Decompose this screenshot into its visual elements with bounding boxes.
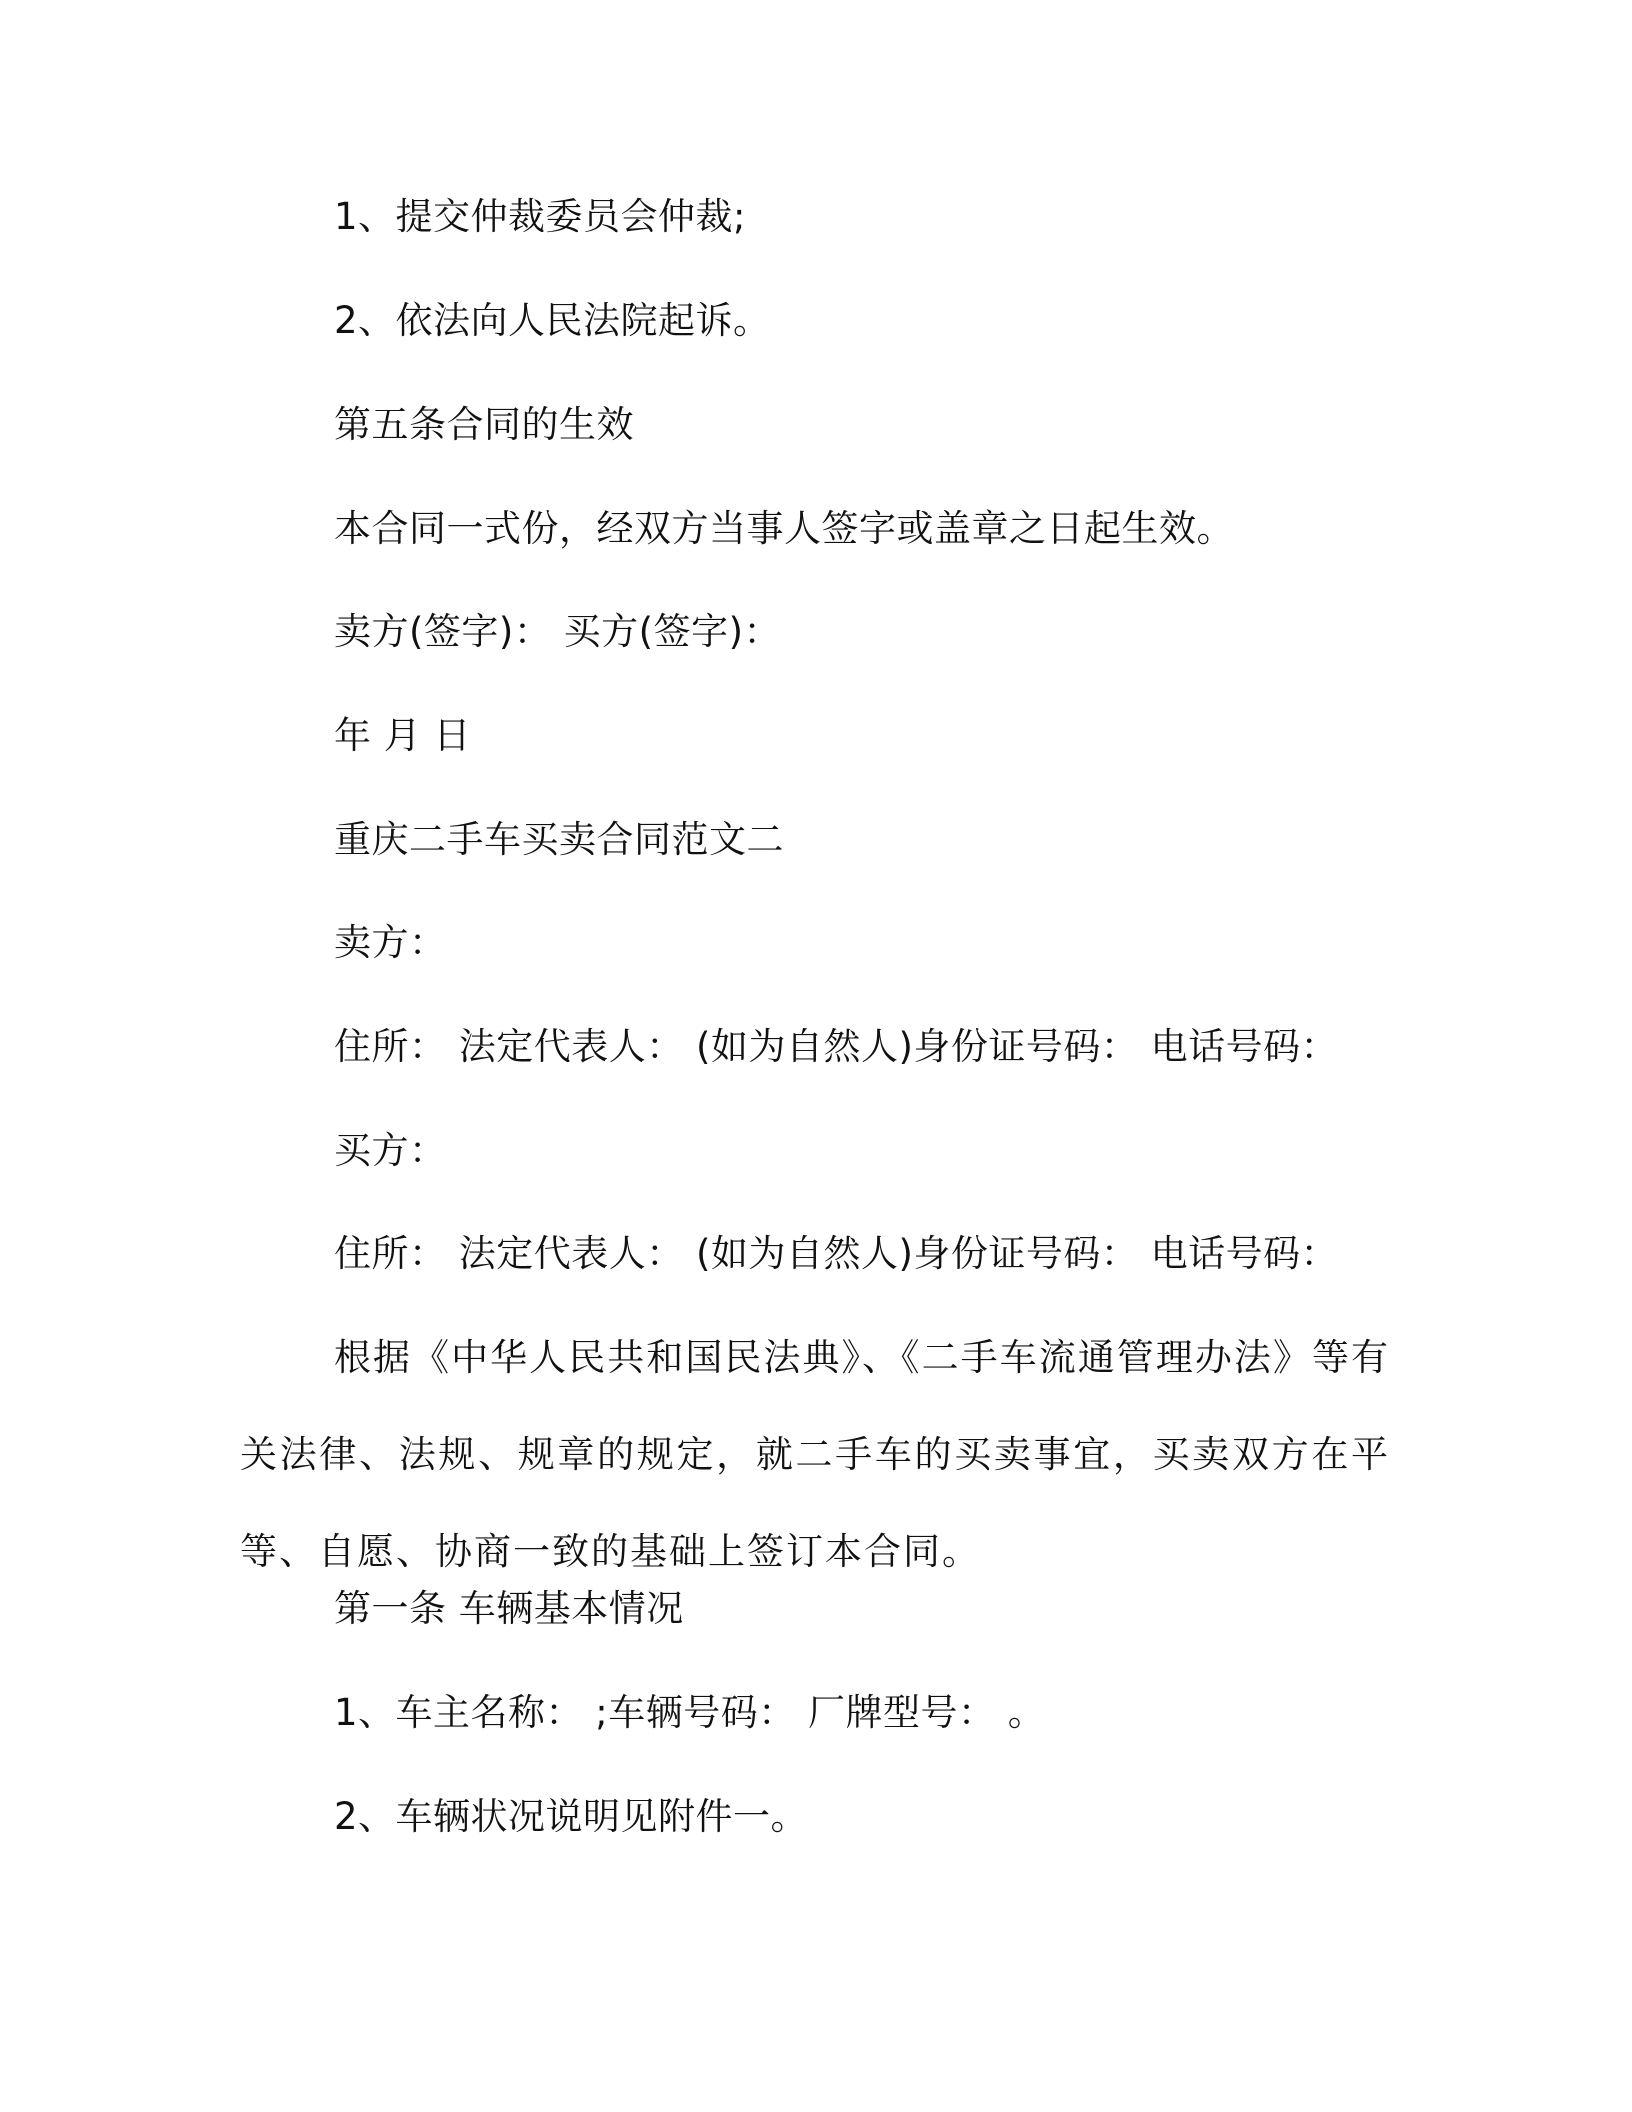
vehicle-condition-line: 2、车辆状况说明见附件一。 [334,1795,809,1838]
seller-details: 住所： 法定代表人： (如为自然人)身份证号码： 电话号码： [334,1025,1339,1068]
contract-effect-text: 本合同一式份，经双方当事人签字或盖章之日起生效。 [334,507,1234,550]
buyer-details: 住所： 法定代表人： (如为自然人)身份证号码： 电话号码： [334,1232,1339,1275]
article-five-heading: 第五条合同的生效 [334,403,634,446]
buyer-label: 买方： [334,1129,447,1172]
article-one-heading: 第一条 车辆基本情况 [334,1587,684,1630]
signature-line: 卖方(签字)： 买方(签字)： [334,610,782,653]
seller-label: 卖方： [334,921,447,964]
clause-arbitration: 1、提交仲裁委员会仲裁; [334,195,747,238]
date-line: 年 月 日 [334,714,472,757]
preamble-paragraph: 根据《中华人民共和国民法典》、《二手车流通管理办法》等有关法律、法规、规章的规定，就二手车的买卖事宜，买卖双方在平等、自愿、协商一致的基础上签订本合同。 [240,1336,1390,1573]
contract-title: 重庆二手车买卖合同范文二 [334,818,784,861]
clause-lawsuit: 2、依法向人民法院起诉。 [334,299,771,342]
vehicle-info-line: 1、车主名称： ;车辆号码： 厂牌型号： 。 [334,1691,1046,1734]
